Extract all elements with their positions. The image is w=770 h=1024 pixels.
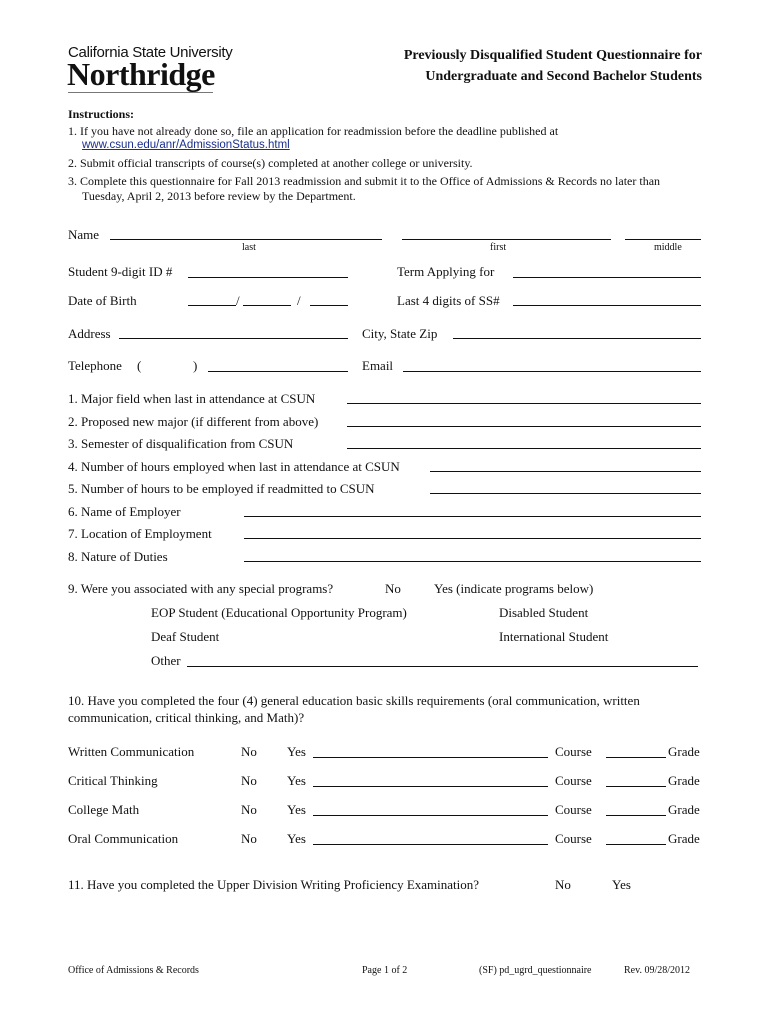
skill-course-field[interactable] bbox=[606, 844, 666, 845]
logo-northridge: Northridge bbox=[67, 56, 215, 92]
question-6: 6. Name of Employer bbox=[68, 504, 181, 519]
question-10-line1: 10. Have you completed the four (4) general education basic skills requirements (oral communication, written bbox=[68, 693, 640, 708]
last-name-field[interactable] bbox=[110, 239, 382, 240]
question-9-no[interactable]: No bbox=[385, 581, 401, 596]
question-3: 3. Semester of disqualification from CSUN bbox=[68, 436, 294, 451]
term-label: Term Applying for bbox=[397, 264, 495, 279]
skill-course: Course bbox=[555, 802, 592, 817]
term-field[interactable] bbox=[513, 277, 701, 278]
instructions-heading: Instructions: bbox=[68, 107, 135, 121]
student-id-field[interactable] bbox=[188, 277, 348, 278]
program-international[interactable]: International Student bbox=[499, 629, 609, 644]
question-4: 4. Number of hours employed when last in attendance at CSUN bbox=[68, 459, 400, 474]
admission-status-link[interactable]: www.csun.edu/anr/AdmissionStatus.html bbox=[82, 139, 290, 151]
skill-yes[interactable]: Yes bbox=[287, 744, 306, 759]
city-label: City, State Zip bbox=[362, 326, 438, 341]
footer-page-number: Page 1 of 2 bbox=[362, 965, 408, 976]
first-name-field[interactable] bbox=[402, 239, 611, 240]
question-2: 2. Proposed new major (if different from above) bbox=[68, 414, 319, 429]
middle-name-field[interactable] bbox=[625, 239, 701, 240]
skill-name: Oral Communication bbox=[68, 831, 179, 846]
footer-office: Office of Admissions & Records bbox=[68, 965, 199, 976]
city-state-zip-field[interactable] bbox=[453, 338, 701, 339]
skill-course-field[interactable] bbox=[606, 815, 666, 816]
question-9-yes[interactable]: Yes (indicate programs below) bbox=[434, 581, 594, 596]
skill-course: Course bbox=[555, 773, 592, 788]
question-4-field[interactable] bbox=[430, 471, 701, 472]
question-8: 8. Nature of Duties bbox=[68, 549, 168, 564]
logo-rule bbox=[68, 92, 213, 93]
telephone-field[interactable] bbox=[208, 371, 348, 372]
skill-grade: Grade bbox=[668, 773, 700, 788]
skill-grade: Grade bbox=[668, 831, 700, 846]
skill-detail-field[interactable] bbox=[313, 815, 548, 816]
skill-no[interactable]: No bbox=[241, 744, 257, 759]
address-label: Address bbox=[68, 326, 111, 341]
question-7-field[interactable] bbox=[244, 538, 701, 539]
ssn-label: Last 4 digits of SS# bbox=[397, 293, 500, 308]
question-5: 5. Number of hours to be employed if readmitted to CSUN bbox=[68, 481, 375, 496]
area-code-open: ( bbox=[137, 358, 142, 373]
skill-no[interactable]: No bbox=[241, 802, 257, 817]
skill-course: Course bbox=[555, 744, 592, 759]
skill-detail-field[interactable] bbox=[313, 786, 548, 787]
program-other-field[interactable] bbox=[187, 666, 698, 667]
skill-yes[interactable]: Yes bbox=[287, 802, 306, 817]
skill-no[interactable]: No bbox=[241, 773, 257, 788]
email-label: Email bbox=[362, 358, 394, 373]
first-caption: first bbox=[490, 242, 507, 253]
question-10-line2: communication, critical thinking, and Math)? bbox=[68, 710, 305, 725]
skill-course: Course bbox=[555, 831, 592, 846]
program-other-label: Other bbox=[151, 653, 181, 668]
skill-course-field[interactable] bbox=[606, 757, 666, 758]
question-11: 11. Have you completed the Upper Division Writing Proficiency Examination? bbox=[68, 877, 480, 892]
form-title-line2: Undergraduate and Second Bachelor Students bbox=[425, 69, 702, 84]
ssn-field[interactable] bbox=[513, 305, 701, 306]
dob-label: Date of Birth bbox=[68, 293, 137, 308]
dob-month-field[interactable] bbox=[188, 305, 236, 306]
middle-caption: middle bbox=[654, 242, 682, 253]
question-11-no[interactable]: No bbox=[555, 877, 571, 892]
dob-separator-2: / bbox=[297, 293, 301, 308]
skill-course-field[interactable] bbox=[606, 786, 666, 787]
email-field[interactable] bbox=[403, 371, 701, 372]
skill-name: Written Communication bbox=[68, 744, 195, 759]
last-caption: last bbox=[242, 242, 256, 253]
skill-yes[interactable]: Yes bbox=[287, 773, 306, 788]
question-1: 1. Major field when last in attendance at CSUN bbox=[68, 391, 316, 406]
question-6-field[interactable] bbox=[244, 516, 701, 517]
skill-detail-field[interactable] bbox=[313, 757, 548, 758]
skill-grade: Grade bbox=[668, 802, 700, 817]
student-id-label: Student 9-digit ID # bbox=[68, 264, 173, 279]
dob-year-field[interactable] bbox=[310, 305, 348, 306]
skill-no[interactable]: No bbox=[241, 831, 257, 846]
question-9: 9. Were you associated with any special programs? bbox=[68, 581, 334, 596]
instruction-2: 2. Submit official transcripts of course(s) completed at another college or university. bbox=[68, 156, 473, 170]
telephone-label: Telephone bbox=[68, 358, 122, 373]
skill-detail-field[interactable] bbox=[313, 844, 548, 845]
name-label: Name bbox=[68, 227, 100, 242]
area-code-close: ) bbox=[193, 358, 198, 373]
skill-name: College Math bbox=[68, 802, 140, 817]
instruction-3-line2: Tuesday, April 2, 2013 before review by the Department. bbox=[82, 189, 356, 203]
footer-form-id: (SF) pd_ugrd_questionnaire bbox=[479, 965, 592, 976]
question-8-field[interactable] bbox=[244, 561, 701, 562]
program-disabled[interactable]: Disabled Student bbox=[499, 605, 589, 620]
skill-name: Critical Thinking bbox=[68, 773, 158, 788]
question-11-yes[interactable]: Yes bbox=[612, 877, 631, 892]
question-1-field[interactable] bbox=[347, 403, 701, 404]
dob-separator-1: / bbox=[236, 293, 240, 308]
skill-grade: Grade bbox=[668, 744, 700, 759]
dob-day-field[interactable] bbox=[243, 305, 291, 306]
skill-yes[interactable]: Yes bbox=[287, 831, 306, 846]
program-eop[interactable]: EOP Student (Educational Opportunity Program) bbox=[151, 605, 407, 620]
question-3-field[interactable] bbox=[347, 448, 701, 449]
instruction-3-line1: 3. Complete this questionnaire for Fall 2013 readmission and submit it to the Office of Admissions & Records no later than bbox=[68, 174, 661, 188]
question-7: 7. Location of Employment bbox=[68, 526, 212, 541]
question-5-field[interactable] bbox=[430, 493, 701, 494]
instruction-1: 1. If you have not already done so, file an application for readmission before the deadline published at bbox=[68, 124, 559, 138]
logo-university-line: California State University bbox=[68, 44, 233, 61]
question-2-field[interactable] bbox=[347, 426, 701, 427]
footer-revision: Rev. 09/28/2012 bbox=[624, 965, 691, 976]
form-title-line1: Previously Disqualified Student Questionnaire for bbox=[403, 48, 702, 63]
address-field[interactable] bbox=[119, 338, 348, 339]
program-deaf[interactable]: Deaf Student bbox=[151, 629, 220, 644]
